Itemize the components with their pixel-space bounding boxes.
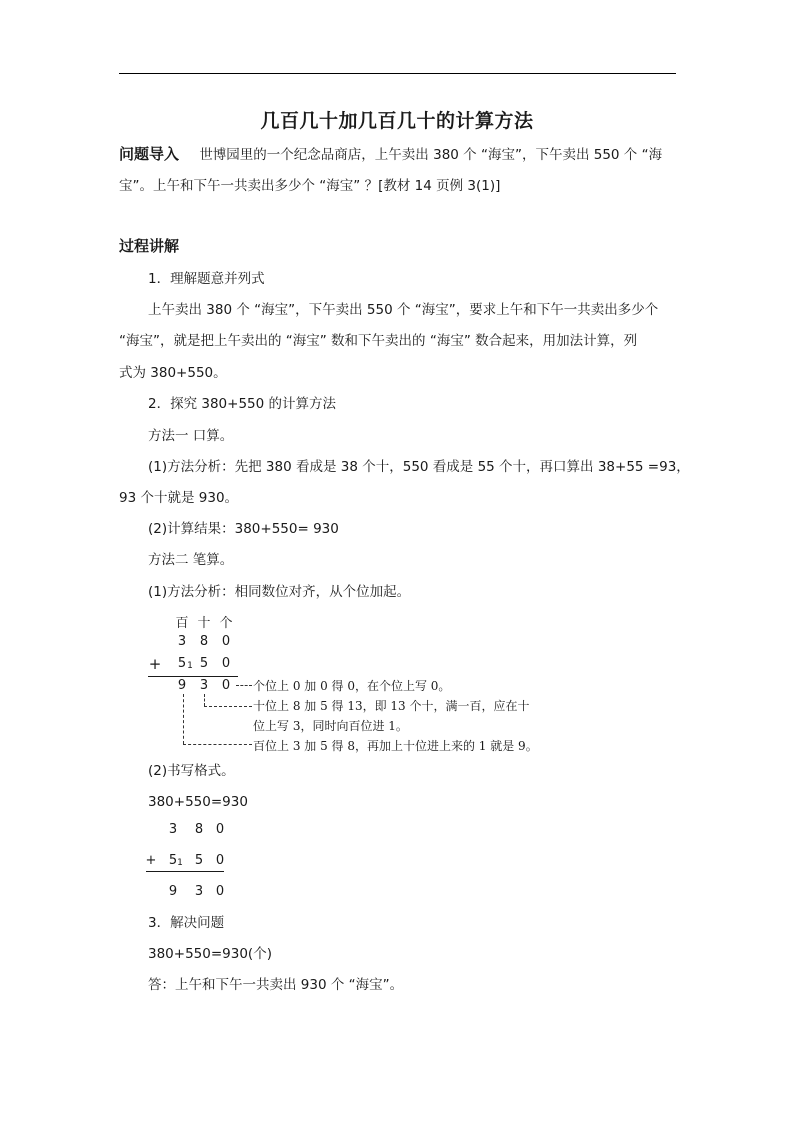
- intro-text-1: 世博园里的一个纪念品商店，上午卖出 380 个 “海宝”，下午卖出 550 个 “海: [199, 147, 663, 163]
- step1-paragraph-2: “海宝”，就是把上午卖出的 “海宝” 数和下午卖出的 “海宝” 数合起来，用加法计算，列: [119, 333, 638, 349]
- carry-digit: 1: [187, 661, 193, 671]
- intro-line-1: [119, 145, 662, 164]
- method2-analysis: (1)方法分析：相同数位对齐，从个位加起。: [148, 584, 411, 600]
- place-header-tens: 十: [197, 616, 211, 631]
- guide-tens-vertical: [204, 694, 205, 706]
- format-plus-sign: +: [145, 853, 157, 868]
- step2-heading: 2．探究 380+550 的计算方法: [148, 396, 337, 412]
- addend1-tens: 8: [199, 634, 209, 649]
- sum-line: [148, 676, 238, 677]
- format-heading: (2)书写格式。: [148, 763, 235, 779]
- format-addend2-ones: 0: [215, 853, 225, 868]
- intro-text-2: 宝”。上午和下午一共卖出多少个 “海宝” ？[教材 14 页例 3(1)]: [119, 178, 501, 194]
- method1-analysis-2: 93 个十就是 930。: [119, 490, 239, 506]
- addend2-ones: 0: [221, 656, 231, 671]
- method2-heading: 方法二 笔算。: [148, 552, 234, 568]
- step3-equation: 380+550=930(个): [148, 946, 272, 962]
- format-equation: 380+550=930: [148, 794, 248, 810]
- step1-heading: 1．理解题意并列式: [148, 271, 265, 287]
- header-rule: [119, 73, 676, 74]
- format-addend2-hundreds: 5: [168, 853, 178, 868]
- step3-heading: 3．解决问题: [148, 915, 225, 931]
- step1-paragraph-3: 式为 380+550。: [119, 365, 227, 381]
- note-hundreds: 百位上 3 加 5 得 8，再加上十位进上来的 1 就是 9。: [253, 739, 538, 753]
- format-addend2-tens: 5: [194, 853, 204, 868]
- format-carry-digit: 1: [177, 858, 183, 868]
- format-addend1-ones: 0: [215, 822, 225, 837]
- guide-hundreds-horizontal: [183, 744, 252, 745]
- format-sum-line: [146, 871, 224, 872]
- guide-ones: [236, 685, 252, 686]
- note-tens-1: 十位上 8 加 5 得 13，即 13 个十，满一百，应在十: [253, 699, 530, 713]
- guide-hundreds-vertical: [183, 694, 184, 744]
- addend1-hundreds: 3: [177, 634, 187, 649]
- answer-line: 答：上午和下午一共卖出 930 个 “海宝”。: [148, 977, 404, 993]
- format-sum-tens: 3: [194, 884, 204, 899]
- format-sum-hundreds: 9: [168, 884, 178, 899]
- addend2-tens: 5: [199, 656, 209, 671]
- method1-analysis-1: (1)方法分析：先把 380 看成是 38 个十，550 看成是 55 个十，再口算出 38+55 =93，: [148, 459, 690, 475]
- format-addend1-tens: 8: [194, 822, 204, 837]
- addend1-ones: 0: [221, 634, 231, 649]
- step1-paragraph-1: 上午卖出 380 个 “海宝”，下午卖出 550 个 “海宝”，要求上午和下午一共卖出多少个: [148, 302, 659, 318]
- format-sum-ones: 0: [215, 884, 225, 899]
- note-ones: 个位上 0 加 0 得 0，在个位上写 0。: [253, 679, 451, 693]
- note-tens-2: 位上写 3，同时向百位进 1。: [253, 719, 408, 733]
- place-header-ones: 个: [219, 616, 233, 631]
- plus-sign: +: [148, 655, 162, 673]
- sum-tens: 3: [199, 678, 209, 693]
- addend2-hundreds: 5: [177, 656, 187, 671]
- intro-label: 问题导入: [119, 145, 180, 163]
- sum-hundreds: 9: [177, 678, 187, 693]
- process-label: 过程讲解: [119, 237, 180, 255]
- guide-tens-horizontal: [204, 706, 252, 707]
- method1-heading: 方法一 口算。: [148, 428, 234, 444]
- method1-result: (2)计算结果：380+550= 930: [148, 521, 339, 537]
- sum-ones: 0: [221, 678, 231, 693]
- page-title: 几百几十加几百几十的计算方法: [260, 110, 534, 132]
- format-addend1-hundreds: 3: [168, 822, 178, 837]
- place-header-hundreds: 百: [175, 616, 189, 631]
